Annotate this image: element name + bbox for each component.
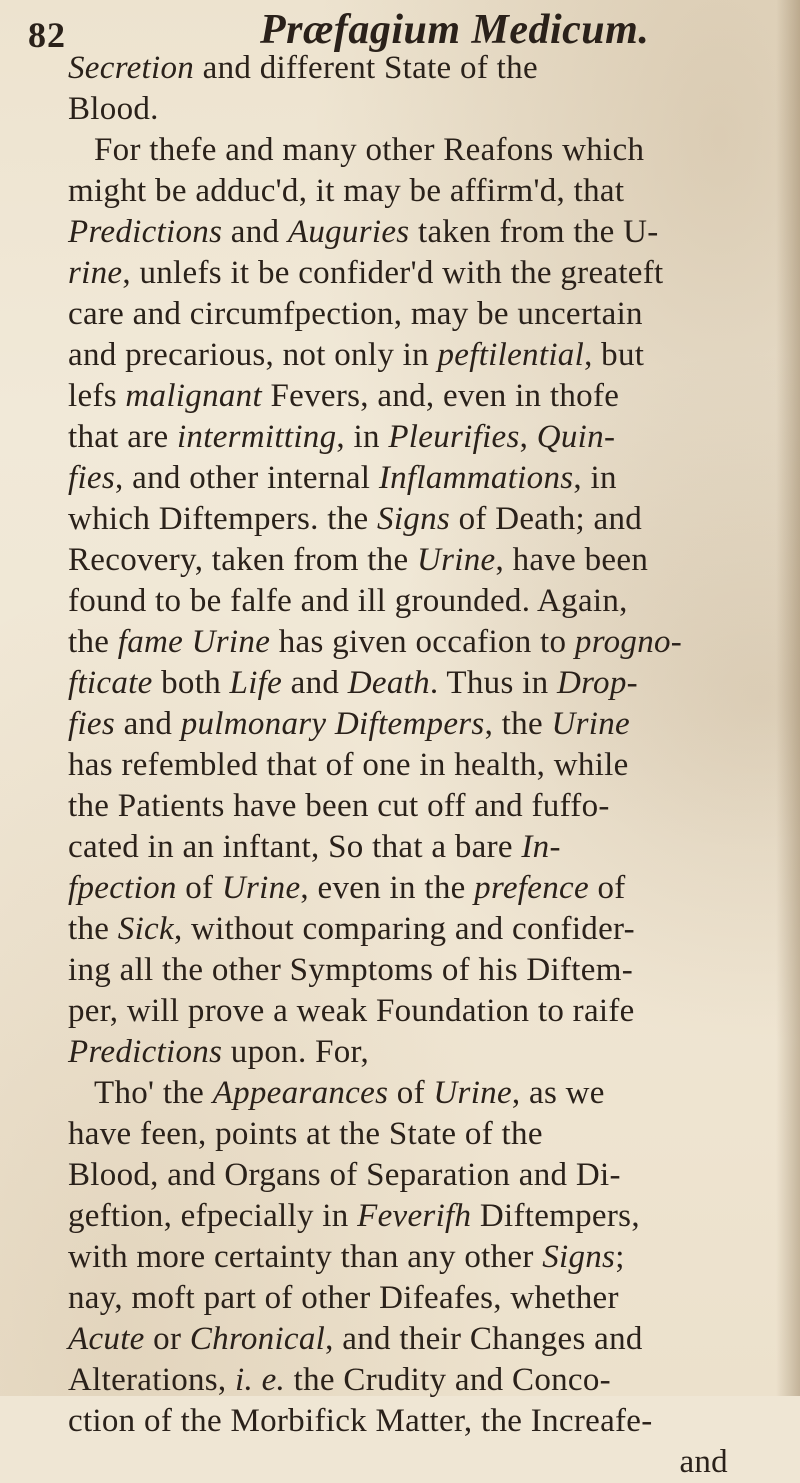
text-line xyxy=(68,89,768,130)
text-segment: of xyxy=(388,1075,434,1111)
text-segment: , xyxy=(519,419,537,455)
text-segment: and xyxy=(679,1444,728,1480)
text-segment: , and their Changes and xyxy=(325,1321,643,1357)
text-segment: , even in the xyxy=(300,870,475,906)
italic-text: In- xyxy=(521,829,561,865)
italic-text: Acute xyxy=(68,1321,145,1357)
text-segment: both xyxy=(152,665,230,701)
text-segment: the xyxy=(68,624,118,660)
italic-text: intermitting xyxy=(176,419,337,455)
text-segment: , in xyxy=(336,419,389,455)
page-header xyxy=(0,4,800,54)
italic-text: fpection xyxy=(68,870,177,906)
text-segment: geftion, efpecially in xyxy=(68,1198,358,1234)
italic-text: Predictions xyxy=(68,1034,223,1070)
italic-text: Death xyxy=(347,665,430,701)
text-line xyxy=(68,1032,768,1073)
text-segment: have feen, points at the State of the xyxy=(68,1116,543,1152)
italic-text: Urine xyxy=(221,870,301,906)
text-segment: has given occafion to xyxy=(270,624,575,660)
text-line xyxy=(68,171,768,212)
text-segment: Recovery, taken from the xyxy=(68,542,417,578)
italic-text: fticate xyxy=(68,665,153,701)
italic-text: i. e. xyxy=(235,1362,286,1398)
page-edge-shadow xyxy=(776,0,800,1396)
text-segment: ; xyxy=(615,1239,625,1275)
text-line xyxy=(68,499,768,540)
italic-text: Inflammations xyxy=(378,460,574,496)
text-segment: Tho' the xyxy=(94,1075,213,1111)
text-line xyxy=(68,1114,768,1155)
text-line xyxy=(68,1237,768,1278)
text-segment: , the xyxy=(484,706,552,742)
text-segment: Blood, and Organs of Separation and Di- xyxy=(68,1157,621,1193)
text-line xyxy=(68,704,768,745)
text-segment: found to be falfe and ill grounded. Again, xyxy=(68,583,628,619)
text-line xyxy=(68,786,768,827)
text-segment: Blood. xyxy=(68,91,159,127)
text-segment: cated in an inftant, So that a bare xyxy=(68,829,522,865)
text-segment: with more certainty than any other xyxy=(68,1239,543,1275)
text-segment: ction of the Morbifick Matter, the Increafe- xyxy=(68,1403,653,1439)
text-segment: the Crudity and Conco- xyxy=(285,1362,611,1398)
text-segment: lefs xyxy=(68,378,126,414)
text-segment: , but xyxy=(584,337,645,373)
text-line xyxy=(68,1196,768,1237)
italic-text: fies xyxy=(68,460,116,496)
text-segment: of xyxy=(588,870,626,906)
italic-text: rine xyxy=(68,255,123,291)
italic-text: prefence xyxy=(474,870,589,906)
italic-text: fame Urine xyxy=(117,624,271,660)
italic-text: Secretion xyxy=(68,50,195,86)
text-line xyxy=(68,540,768,581)
text-segment: which Diftempers. the xyxy=(68,501,378,537)
text-segment: of xyxy=(176,870,222,906)
text-segment: might be adduc'd, it may be affirm'd, that xyxy=(68,173,625,209)
text-line xyxy=(68,294,768,335)
text-line xyxy=(68,1319,768,1360)
italic-text: Pleurifies xyxy=(388,419,520,455)
body-text xyxy=(68,48,768,1483)
text-line xyxy=(68,1073,768,1114)
text-line xyxy=(68,130,768,171)
text-line xyxy=(68,48,768,89)
text-line xyxy=(68,868,768,909)
text-segment: Fevers, and, even in thofe xyxy=(261,378,620,414)
italic-text: Urine xyxy=(551,706,630,742)
text-segment: nay, moft part of other Difeafes, whether xyxy=(68,1280,619,1316)
text-line xyxy=(68,458,768,499)
text-line xyxy=(68,1360,768,1401)
text-line xyxy=(68,417,768,458)
text-segment: , unlefs it be confider'd with the greateft xyxy=(122,255,664,291)
text-line xyxy=(68,376,768,417)
text-line xyxy=(68,909,768,950)
italic-text: Predictions xyxy=(68,214,223,250)
italic-text: Auguries xyxy=(287,214,410,250)
text-segment: and precarious, not only in xyxy=(68,337,438,373)
italic-text: Sick xyxy=(117,911,174,947)
text-segment: has refembled that of one in health, while xyxy=(68,747,629,783)
page-number: 82 xyxy=(28,15,66,55)
italic-text: Chronical xyxy=(189,1321,326,1357)
text-line xyxy=(68,1278,768,1319)
italic-text: peftilential xyxy=(437,337,585,373)
text-line xyxy=(68,991,768,1032)
text-line xyxy=(68,950,768,991)
text-line xyxy=(68,663,768,704)
italic-text: Signs xyxy=(542,1239,616,1275)
text-line xyxy=(68,1401,768,1442)
italic-text: progno- xyxy=(574,624,683,660)
text-line xyxy=(68,581,768,622)
text-segment: ing all the other Symptoms of his Diftem- xyxy=(68,952,633,988)
text-segment: of Death; and xyxy=(450,501,643,537)
italic-text: Signs xyxy=(377,501,451,537)
italic-text: Quin- xyxy=(536,419,616,455)
text-segment: upon. For, xyxy=(222,1034,370,1070)
text-line xyxy=(68,212,768,253)
text-segment: and xyxy=(282,665,348,701)
text-segment: , and other internal xyxy=(115,460,379,496)
italic-text: Drop- xyxy=(556,665,638,701)
catchword xyxy=(68,1442,768,1483)
text-segment: , without comparing and confider- xyxy=(173,911,635,947)
text-segment: and xyxy=(115,706,181,742)
text-segment: Alterations, xyxy=(68,1362,236,1398)
text-segment: Diftempers, xyxy=(471,1198,640,1234)
text-segment: care and circumfpection, may be uncertain xyxy=(68,296,643,332)
italic-text: malignant xyxy=(125,378,262,414)
text-line xyxy=(68,622,768,663)
text-segment: For thefe and many other Reafons which xyxy=(94,132,645,168)
text-segment: and xyxy=(222,214,288,250)
text-line xyxy=(68,827,768,868)
text-line xyxy=(68,335,768,376)
italic-text: Urine xyxy=(416,542,496,578)
italic-text: pulmonary Diftempers xyxy=(180,706,485,742)
italic-text: fies xyxy=(68,706,116,742)
text-segment: and different State of the xyxy=(194,50,538,86)
text-segment: the Patients have been cut off and fuffo- xyxy=(68,788,610,824)
text-segment: or xyxy=(144,1321,190,1357)
text-segment: , have been xyxy=(495,542,649,578)
italic-text: Feverifh xyxy=(357,1198,472,1234)
text-line xyxy=(68,1155,768,1196)
running-head: Præfagium Medicum. xyxy=(260,7,650,53)
italic-text: Appearances xyxy=(212,1075,389,1111)
text-segment: the xyxy=(68,911,118,947)
italic-text: Life xyxy=(229,665,283,701)
text-segment: taken from the U- xyxy=(409,214,659,250)
text-segment: . Thus in xyxy=(429,665,557,701)
text-segment: that are xyxy=(68,419,177,455)
text-segment: , in xyxy=(573,460,617,496)
text-segment: per, will prove a weak Foundation to raife xyxy=(68,993,635,1029)
text-line xyxy=(68,745,768,786)
italic-text: Urine xyxy=(433,1075,512,1111)
text-segment: , as we xyxy=(511,1075,605,1111)
text-line xyxy=(68,253,768,294)
